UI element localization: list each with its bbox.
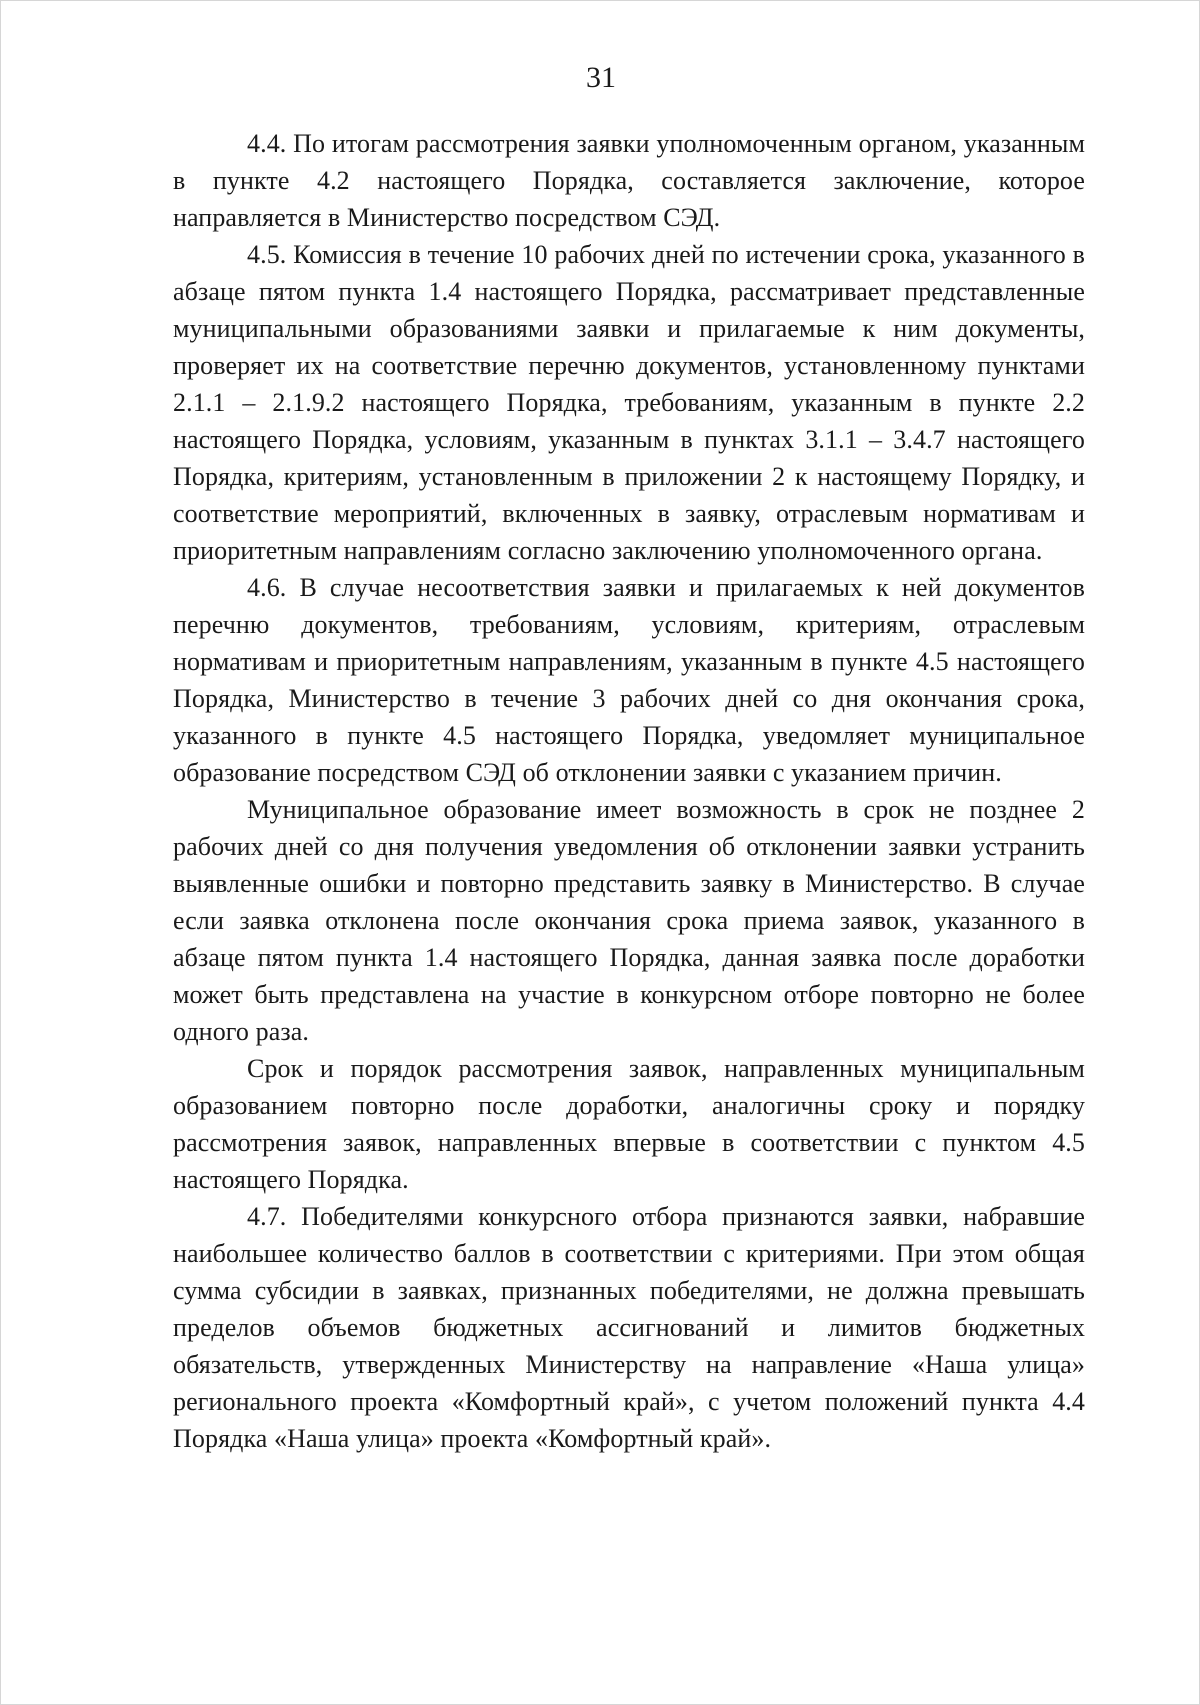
page-number: 31: [586, 61, 616, 94]
paragraph-4-4: 4.4. По итогам рассмотрения заявки уполномоченным органом, указанным в пункте 4.2 настоящего Порядка, составляется заключение, которое направляется в Министерство посредством СЭД.: [173, 129, 1085, 232]
paragraph-4-7: 4.7. Победителями конкурсного отбора признаются заявки, набравшие наибольшее количество баллов в соответствии с критериями. При этом общая сумма субсидии в заявках, признанных победителями, не должна превышать пределов объемов бюджетных ассигнований и лимитов бюджетных обязательств, утвержденных Министерству на направление «Наша улица» регионального проекта «Комфортный край», с учетом положений пункта 4.4 Порядка «Наша улица» проекта «Комфортный край».: [173, 1202, 1085, 1453]
paragraph-4-5: 4.5. Комиссия в течение 10 рабочих дней по истечении срока, указанного в абзаце пятом пункта 1.4 настоящего Порядка, рассматривает представленные муниципальными образованиями заявки и прилагаемые к ним документы, проверяет их на соответствие перечню документов, установленному пунктами 2.1.1 – 2.1.9.2 настоящего Порядка, требованиям, указанным в пункте 2.2 настоящего Порядка, условиям, указанным в пунктах 3.1.1 – 3.4.7 настоящего Порядка, критериям, установленным в приложении 2 к настоящему Порядку, и соответствие мероприятий, включенных в заявку, отраслевым нормативам и приоритетным направлениям согласно заключению уполномоченного органа.: [173, 240, 1085, 565]
paragraph-resubmission: Муниципальное образование имеет возможность в срок не позднее 2 рабочих дней со дня получения уведомления об отклонении заявки устранить выявленные ошибки и повторно представить заявку в Министерство. В случае если заявка отклонена после окончания срока приема заявок, указанного в абзаце пятом пункта 1.4 настоящего Порядка, данная заявка после доработки может быть представлена на участие в конкурсном отборе повторно не более одного раза.: [173, 795, 1085, 1046]
document-body: [173, 125, 1085, 1457]
paragraph-4-6: 4.6. В случае несоответствия заявки и прилагаемых к ней документов перечню документов, требованиям, условиям, критериям, отраслевым нормативам и приоритетным направлениям, указанным в пункте 4.5 настоящего Порядка, Министерство в течение 3 рабочих дней со дня окончания срока, указанного в пункте 4.5 настоящего Порядка, уведомляет муниципальное образование посредством СЭД об отклонении заявки с указанием причин.: [173, 573, 1085, 787]
paragraph-review-terms: Срок и порядок рассмотрения заявок, направленных муниципальным образованием повторно после доработки, аналогичны сроку и порядку рассмотрения заявок, направленных впервые в соответствии с пунктом 4.5 настоящего Порядка.: [173, 1054, 1085, 1194]
